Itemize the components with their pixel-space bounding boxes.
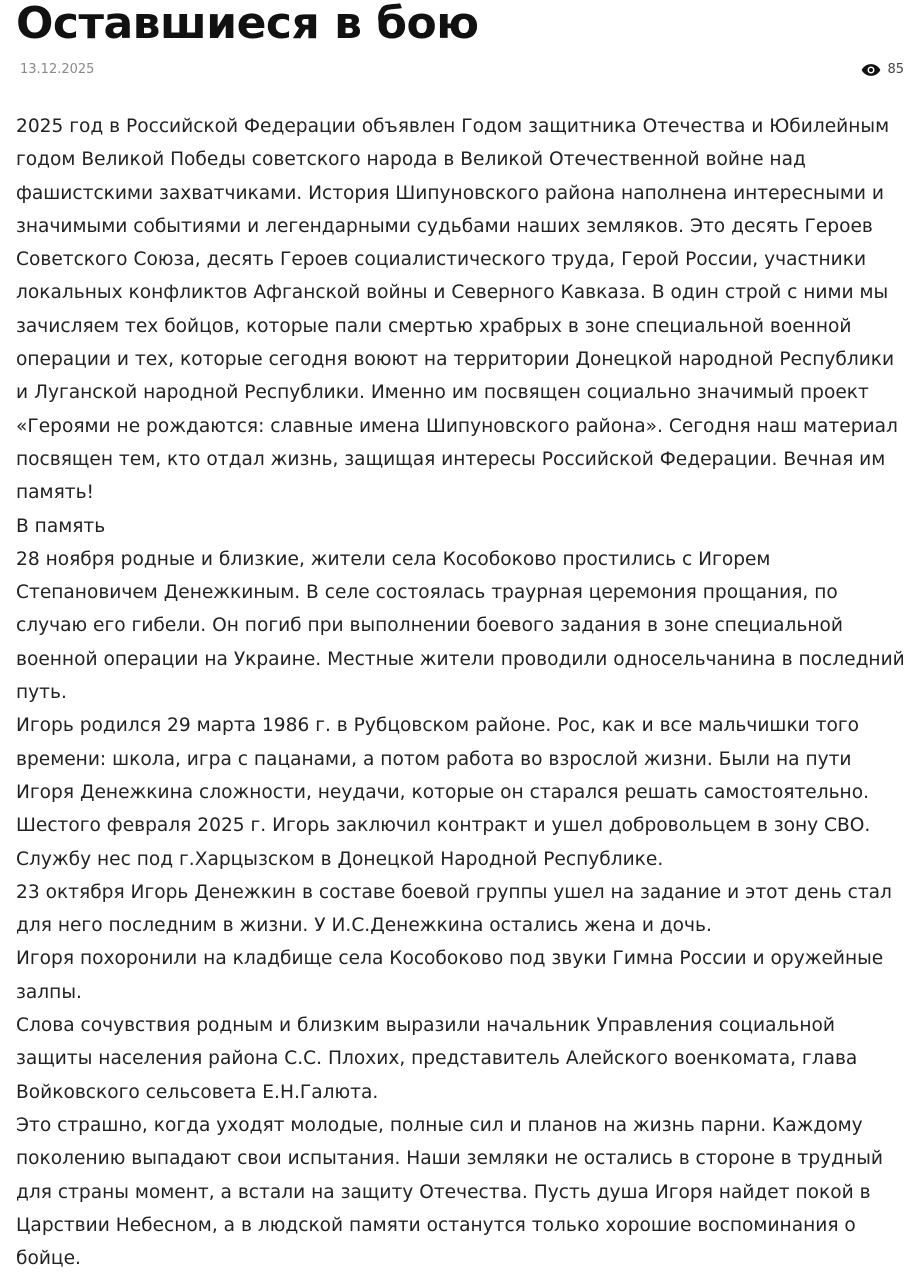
paragraph: 28 ноября родные и близкие, жители села Кособоково простились с Игорем Степановичем Денежкиным. В селе состоялась траурная церемония прощания, по случаю его гибели. Он погиб при выполнении боевого задания в зоне специальной военной операции на Украине. Местные жители проводили односельчанина в последний путь. bbox=[16, 548, 905, 704]
paragraph: В память bbox=[16, 515, 106, 537]
paragraph: 23 октября Игорь Денежкин в составе боевой группы ушел на задание и этот день стал для него последним в жизни. У И.С.Денежкина остались жена и дочь. bbox=[16, 881, 892, 937]
article-meta bbox=[16, 62, 908, 88]
publish-date: 13.12.2025 bbox=[20, 62, 95, 77]
eye-icon bbox=[861, 63, 881, 77]
view-count: 85 bbox=[887, 62, 904, 77]
article bbox=[16, 0, 908, 1275]
paragraph: 2025 год в Российской Федерации объявлен Годом защитника Отечества и Юбилейным годом Великой Победы советского народа в Великой Отечественной войне над фашистскими захватчиками. История Шипуновского района наполнена интересными и значимыми событиями и легендарными судьбами наших земляков. Это десять Героев Советского Союза, десять Героев социалистического труда, Герой России, участники локальных конфликтов Афганской войны и Северного Кавказа. В один строй с ними мы зачисляем тех бойцов, которые пали смертью храбрых в зоне специальной военной операции и тех, которые сегодня воюют на территории Донецкой народной Республики и Луганской народной Республики. Именно им посвящен социально значимый проект «Героями не рождаются: славные имена Шипуновского района». Сегодня наш материал посвящен тем, кто отдал жизнь, защищая интересы Российской Федерации. Вечная им память! bbox=[16, 116, 898, 504]
view-counter bbox=[861, 62, 904, 77]
paragraph: Это страшно, когда уходят молодые, полные сил и планов на жизнь парни. Каждому поколению выпадают свои испытания. Наши земляки не остались в стороне в трудный для страны момент, а встали на защиту Отечества. Пусть душа Игоря найдет покой в Царствии Небесном, а в людской памяти останутся только хорошие воспоминания о бойце. bbox=[16, 1114, 883, 1270]
paragraph: Слова сочувствия родным и близким выразили начальник Управления социальной защиты населения района С.С. Плохих, представитель Алейского военкомата, глава Войковского сельсовета Е.Н.Галюта. bbox=[16, 1015, 858, 1103]
article-title: Оставшиеся в бою bbox=[16, 0, 479, 49]
paragraph: Игоря похоронили на кладбище села Кособоково под звуки Гимна России и оружейные залпы. bbox=[16, 948, 884, 1003]
article-body bbox=[16, 110, 908, 1275]
paragraph: Игорь родился 29 марта 1986 г. в Рубцовском районе. Рос, как и все мальчишки того времени: школа, игра с пацанами, а потом работа во взрослой жизни. Были на пути Игоря Денежкина сложности, неудачи, которые он старался решать самостоятельно. Шестого февраля 2025 г. Игорь заключил контракт и ушел добровольцем в зону СВО. Службу нес под г.Харцызском в Донецкой Народной Республике. bbox=[16, 715, 871, 870]
